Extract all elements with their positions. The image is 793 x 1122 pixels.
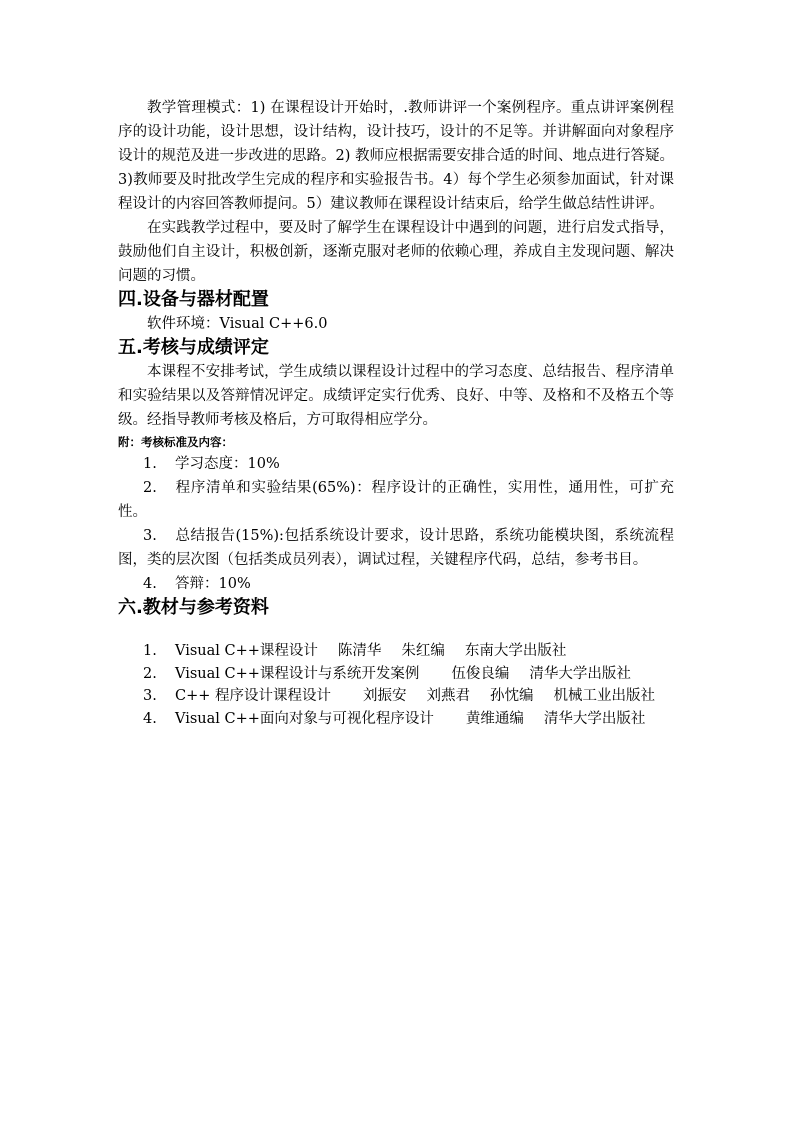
reference-title: C++ 程序设计课程设计 (175, 688, 332, 704)
list-item (118, 572, 674, 596)
reference-title: Visual C++课程设计 (175, 643, 318, 659)
list-item (118, 476, 674, 524)
software-environment-text: 软件环境：Visual C++6.0 (147, 316, 328, 332)
assessment-criteria-list (118, 452, 674, 596)
reference-list (118, 640, 674, 730)
reference-author: 刘燕君 (426, 688, 471, 704)
section-heading-references: 六.教材与参考资料 (118, 597, 269, 618)
reference-author: 刘振安 (363, 688, 407, 704)
list-item-number: 1. (143, 456, 157, 472)
page-content (118, 96, 674, 730)
attachment-label: 附：考核标准及内容： (118, 435, 233, 449)
reference-title: Visual C++面向对象与可视化程序设计 (175, 710, 434, 727)
reference-author: 伍俊良编 (451, 665, 510, 682)
reference-publisher: 清华大学出版社 (543, 710, 646, 727)
list-item-text: 总结报告(15%):包括系统设计要求，设计思路，系统功能模块图，系统流程图，类的层次图（包括类成员列表），调试过程，关键程序代码，总结，参考书目。 (118, 528, 674, 568)
assessment-paragraph: 本课程不安排考试，学生成绩以课程设计过程中的学习态度、总结报告、程序清单和实验结果以及答辩情况评定。成绩评定实行优秀、良好、中等、及格和不及格五个等级。经指导教师考核及格后，方可取得相应学分。 (118, 364, 674, 428)
list-item-number: 3. (143, 528, 157, 544)
list-item-number: 2. (143, 480, 157, 496)
reference-item (118, 640, 674, 663)
list-item-text: 程序清单和实验结果(65%)：程序设计的正确性，实用性，通用性，可扩充性。 (118, 480, 674, 520)
reference-publisher: 清华大学出版社 (529, 665, 631, 682)
list-item (118, 452, 674, 476)
reference-item (118, 663, 674, 686)
reference-author: 陈清华 (337, 643, 382, 659)
reference-title: Visual C++课程设计与系统开发案例 (175, 665, 420, 682)
reference-author: 朱红编 (401, 643, 445, 659)
section-heading-assessment: 五.考核与成绩评定 (118, 337, 269, 358)
list-item-text: 答辩：10% (175, 576, 251, 592)
reference-number: 1. (143, 643, 157, 659)
list-item-text: 学习态度：10% (175, 456, 280, 472)
reference-publisher: 东南大学出版社 (464, 643, 567, 659)
reference-publisher: 机械工业出版社 (553, 688, 656, 704)
teaching-management-paragraph: 教学管理模式：1) 在课程设计开始时，.教师讲评一个案例程序。重点讲评案例程序的设计功能，设计思想，设计结构，设计技巧，设计的不足等。并讲解面向对象程序设计的规范及进一步改进的思路。2) 教师应根据需要安排合适的时间、地点进行答疑。3)教师要及时批改学生完成的程序和实验报告书。4）每个学生必须参加面试，针对课程设计的内容回答教师提问。5）建议教师在课程设计结束后，给学生做总结性讲评。 (118, 100, 674, 212)
section-heading-equipment: 四.设备与器材配置 (118, 289, 269, 310)
list-item (118, 524, 674, 572)
reference-author: 黄维通编 (465, 710, 524, 727)
reference-item (118, 685, 674, 708)
reference-author: 孙忱编 (490, 688, 534, 704)
reference-number: 3. (143, 688, 157, 704)
list-item-number: 4. (143, 576, 157, 592)
reference-number: 2. (143, 665, 157, 682)
practice-teaching-paragraph: 在实践教学过程中，要及时了解学生在课程设计中遇到的问题，进行启发式指导，鼓励他们自主设计，积极创新，逐渐克服对老师的依赖心理，养成自主发现问题、解决问题的习惯。 (118, 220, 674, 284)
reference-number: 4. (143, 710, 157, 727)
reference-item (118, 708, 674, 731)
